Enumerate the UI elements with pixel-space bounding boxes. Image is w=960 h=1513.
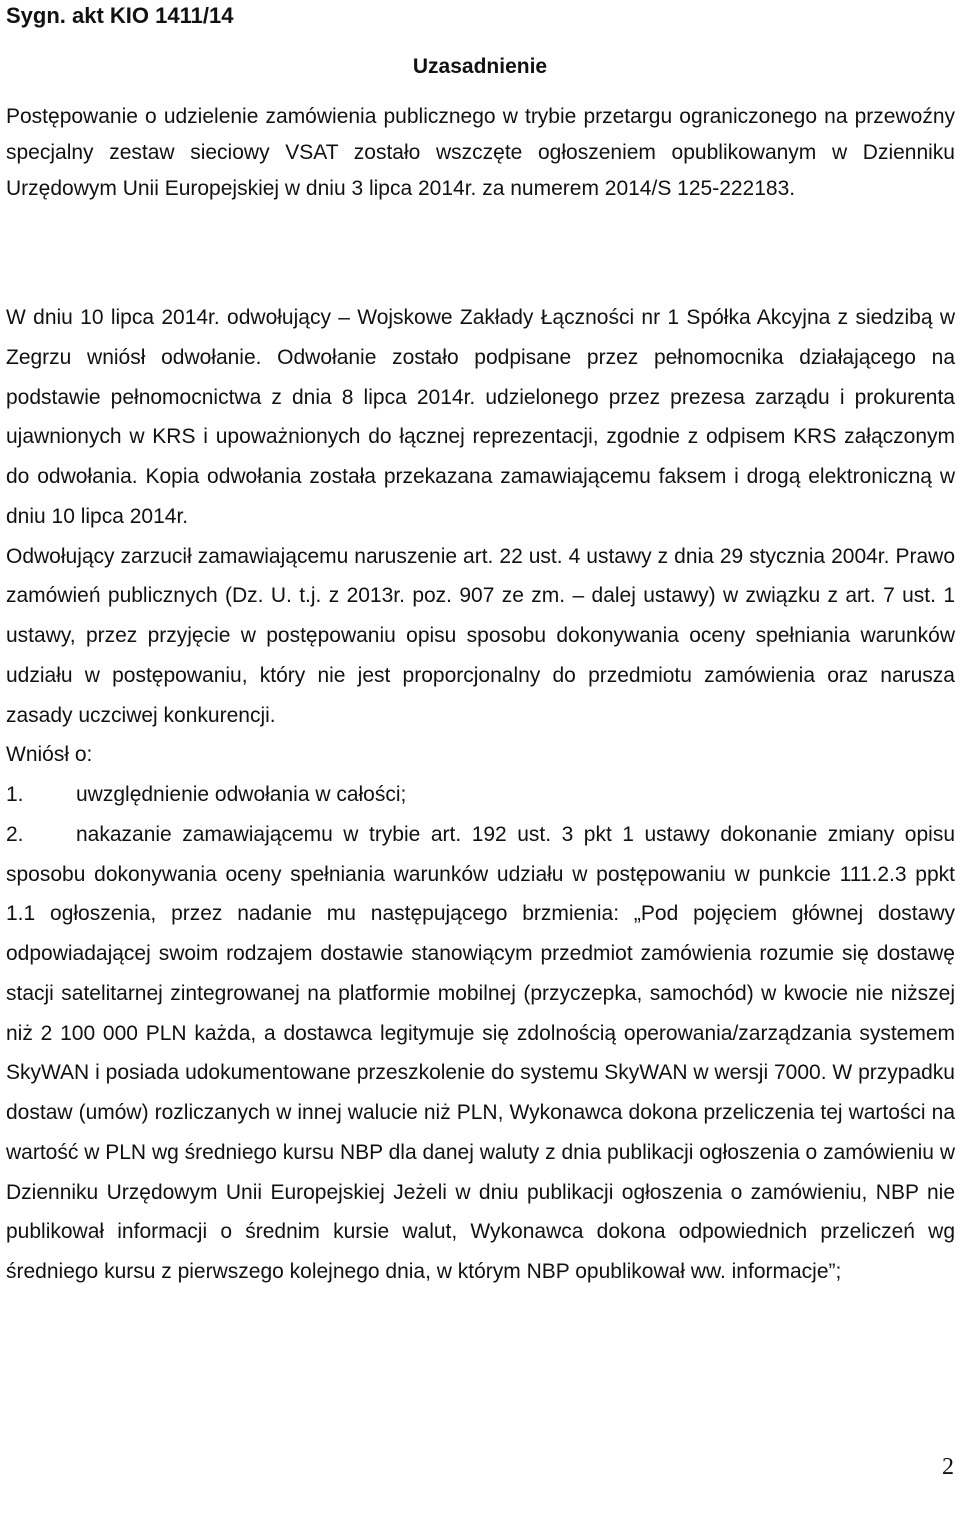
section-heading: Uzasadnienie — [412, 55, 548, 78]
paragraph-proceedings-intro: Postępowanie o udzielenie zamówienia publicznego w trybie przetargu ograniczonego na przewoźny specjalny zestaw sieciowy VSAT zostało wszczęte ogłoszeniem opublikowanym w Dzienniku Urzędowym Unii Europejskiej w dniu 3 lipca 2014r. za numerem 2014/S 125-222183. — [6, 105, 955, 200]
list-item-number: 1. — [6, 783, 24, 806]
list-item-text: uwzględnienie odwołania w całości; — [76, 783, 407, 806]
case-signature: Sygn. akt KIO 1411/14 — [6, 3, 234, 28]
list-item-text: nakazanie zamawiającemu w trybie art. 192 ust. 3 pkt 1 ustawy dokonanie zmiany opisu sposobu dokonywania oceny spełniania warunków udziału w postępowaniu w punkcie 111.2.3 ppkt 1.1 ogłoszenia, przez nadanie mu następującego brzmienia: „Pod pojęciem głównej dostawy odpowiadającej swoim rodzajem dostawie stanowiącym przedmiot zamówienia rozumie się dostawę stacji satelitarnej zintegrowanej na platformie mobilnej (przyczepka, samochód) w kwocie nie niższej niż 2 100 000 PLN każda, a dostawca legitymuje się zdolnością operowania/zarządzania systemem SkyWAN i posiada udokumentowane przeszkolenie do systemu SkyWAN w wersji 7000. W przypadku dostaw (umów) rozliczanych w innej walucie niż PLN, Wykonawca dokona przeliczenia tej wartości na wartość w PLN wg średniego kursu NBP dla danej waluty z dnia publikacji ogłoszenia o zamówieniu w Dzienniku Urzędowym Unii Europejskiej Jeżeli w dniu publikacji ogłoszenia o zamówieniu, NBP nie publikował informacji o średnim kursie walut, Wykonawca dokona odpowiednich przeliczeń wg średniego kursu z pierwszego kolejnego dnia, w którym NBP opublikował ww. informacje”; — [6, 822, 955, 1283]
paragraph-allegations: Odwołujący zarzucił zamawiającemu naruszenie art. 22 ust. 4 ustawy z dnia 29 stycznia 2004r. Prawo zamówień publicznych (Dz. U. t.j. z 2013r. poz. 907 ze zm. – dalej ustawy) w związku z art. 7 ust. 1 ustawy, przez przyjęcie w postępowaniu opisu sposobu dokonywania oceny spełniania warunków udziału w postępowaniu, który nie jest proporcjonalny do przedmiotu zamówienia oraz narusza zasady uczciwej konkurencji. — [6, 544, 955, 727]
list-item — [6, 783, 406, 806]
paragraph-appeal-block — [6, 298, 955, 1292]
list-item — [6, 823, 955, 1283]
requested-label: Wniósł o: — [6, 743, 93, 767]
list-item-number: 2. — [6, 822, 24, 846]
page-number: 2 — [942, 1454, 954, 1480]
paragraph-appeal-filed: W dniu 10 lipca 2014r. odwołujący – Wojskowe Zakłady Łączności nr 1 Spółka Akcyjna z siedzibą w Zegrzu wniósł odwołanie. Odwołanie zostało podpisane przez pełnomocnika działającego na podstawie pełnomocnictwa z dnia 8 lipca 2014r. udzielonego przez prezesa zarządu i prokurenta ujawnionych w KRS i upoważnionych do łącznej reprezentacji, zgodnie z odpisem KRS załączonym do odwołania. Kopia odwołania została przekazana zamawiającemu faksem i drogą elektroniczną w dniu 10 lipca 2014r. — [6, 306, 955, 528]
